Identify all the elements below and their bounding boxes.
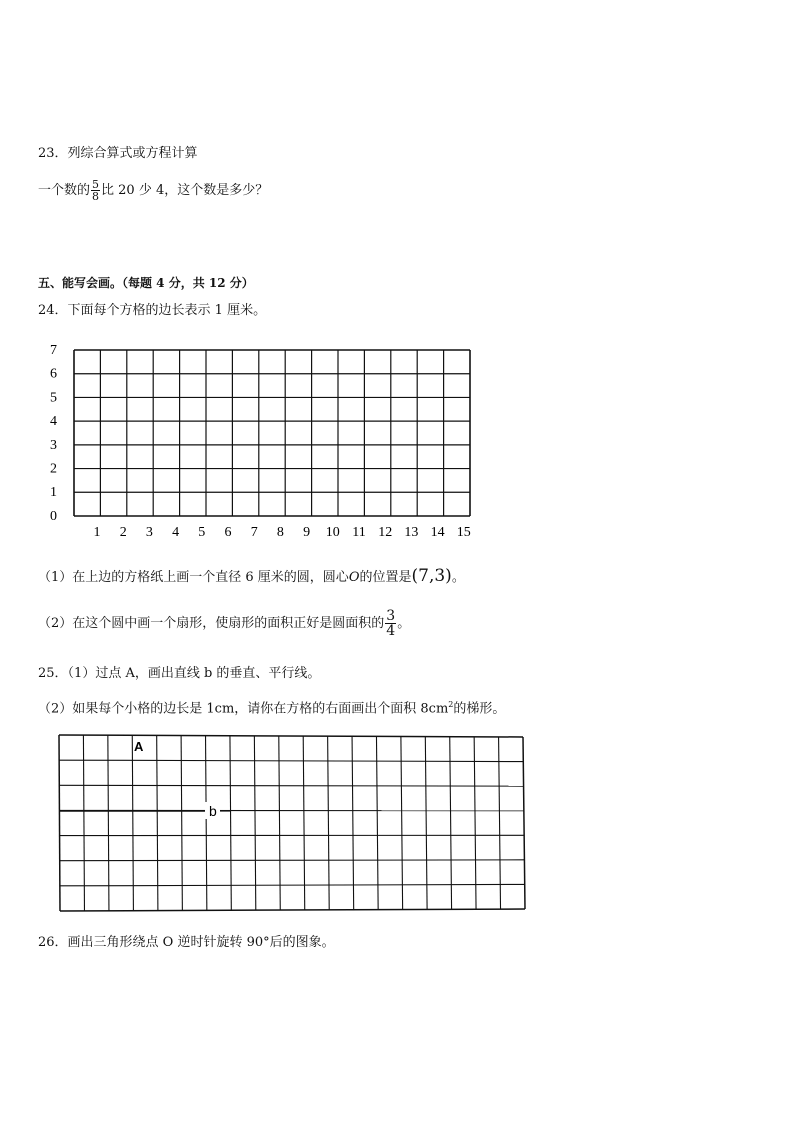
q23-text-post: 比 20 少 4，这个数是多少？	[101, 183, 269, 198]
q25-grid-vline	[376, 736, 378, 909]
q25-grid-vline	[523, 737, 525, 909]
q25-grid-hline	[60, 909, 525, 911]
q24-x-label: 1	[93, 525, 101, 540]
q25-sub2-post: 的梯形。	[453, 701, 506, 717]
q24-y-label: 6	[50, 366, 57, 382]
q24-x-label: 4	[172, 525, 180, 540]
q25-grid-vline	[181, 736, 182, 911]
q24-x-label: 7	[250, 525, 258, 540]
q24-y-label: 2	[50, 461, 57, 477]
q25-grid-hline	[59, 785, 523, 786]
section5-heading: 五、能写会画。（每题 4 分，共 12 分）	[38, 276, 254, 290]
q25-grid-hline	[60, 884, 525, 885]
q24-y-label: 1	[50, 485, 57, 501]
q24-x-label: 15	[456, 525, 471, 540]
q24-heading: 24．下面每个方格的边长表示 1 厘米。	[38, 303, 267, 318]
q24-y-label: 0	[50, 508, 57, 524]
q25-grid-vline	[157, 735, 158, 910]
q25-grid-vline	[108, 735, 109, 911]
q24-sub2-post: 。	[397, 616, 411, 631]
q24-sub1-post: 。	[451, 570, 465, 585]
q24-grid	[74, 350, 470, 516]
q24-x-axis-labels	[94, 525, 471, 540]
q23-frac-den: 8	[92, 190, 100, 203]
q24-x-label: 6	[224, 525, 232, 540]
q24-y-label: 3	[50, 437, 57, 453]
q24-sub2-fraction	[385, 609, 396, 638]
q24-sub1-coord: (7,3)	[411, 566, 452, 586]
q25-grid-vline	[132, 735, 133, 910]
q24-x-label: 5	[198, 525, 206, 540]
q24-y-label: 7	[50, 343, 57, 358]
q24-sub2-frac-num: 3	[386, 608, 396, 624]
q25-grid-vline	[328, 736, 330, 910]
q25-grid-vline	[254, 736, 255, 910]
q25-grid-vline	[83, 735, 84, 911]
q23-heading: 23．列综合算式或方程计算	[38, 146, 198, 161]
q25-grid-vline	[474, 737, 476, 909]
q24-x-label: 8	[276, 525, 284, 540]
q25-grid-vline	[206, 736, 207, 911]
q25-line-b-label: b	[209, 803, 217, 819]
q24-sub2-frac-den: 4	[386, 623, 396, 639]
q24-sub1-var: O	[348, 570, 360, 585]
q24-sub1-pre: （1）在上边的方格纸上画一个直径 6 厘米的圆，圆心	[38, 570, 349, 585]
q24-sub1-mid: 的位置是	[359, 570, 412, 585]
q24-sub1	[38, 565, 465, 589]
q24-sub2-pre: （2）在这个圆中画一个扇形，使扇形的面积正好是圆面积的	[38, 616, 385, 631]
q24-x-label: 11	[352, 525, 366, 540]
q25-sub2	[38, 697, 505, 717]
q25-grid-vline	[230, 736, 231, 911]
q25-grid-hline	[60, 860, 525, 861]
q24-x-label: 10	[325, 525, 340, 540]
q25-grid-vline	[59, 735, 60, 911]
q24-x-label: 12	[378, 525, 393, 540]
q23-text-pre: 一个数的	[38, 183, 91, 198]
q26-heading: 26．画出三角形绕点 O 逆时针旋转 90°后的图象。	[38, 935, 335, 950]
q25-sub2-pre: （2）如果每个小格的边长是 1cm，请你在方格的右面画出个面积 8cm	[38, 701, 449, 717]
q24-x-label: 14	[430, 525, 445, 540]
q24-y-axis-labels	[50, 343, 57, 524]
q25-point-a-label: A	[134, 739, 144, 754]
q24-y-label: 4	[50, 414, 57, 430]
q25-grid-hline	[59, 760, 523, 761]
q24-x-label: 9	[303, 525, 311, 540]
q25-grid-vline	[352, 736, 354, 909]
q25-grid-vline	[425, 737, 427, 910]
q23-frac-num: 5	[92, 178, 100, 191]
q25-grid-vline	[450, 737, 452, 910]
q25-grid-vline	[303, 736, 305, 910]
q24-y-label: 5	[50, 390, 57, 406]
q24-x-label: 3	[145, 525, 153, 540]
q25-grid	[59, 735, 525, 911]
q25-grid-vline	[499, 737, 501, 909]
q25-grid-hline	[59, 735, 523, 737]
q25-grid-vline	[279, 736, 280, 910]
q24-x-label: 13	[404, 525, 419, 540]
q24-sub2	[38, 606, 410, 642]
q24-x-label: 2	[119, 525, 127, 540]
q25-sub2-sup: 2	[448, 700, 454, 709]
q25-grid-vline	[401, 736, 403, 909]
q25-heading: 25．（1）过点 A，画出直线 b 的垂直、平行线。	[38, 666, 321, 681]
